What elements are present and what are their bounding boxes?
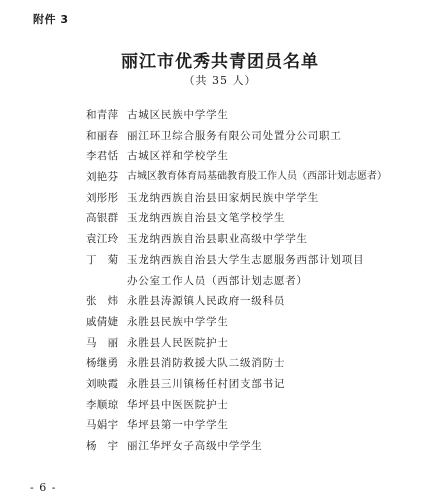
document-title: 丽江市优秀共青团员名单 <box>121 52 319 72</box>
page-number: - 6 - <box>30 481 57 494</box>
member-name: 马娟宇 <box>86 419 119 432</box>
member-unit: 华坪县中医医院护士 <box>127 398 229 411</box>
member-unit: 办公室工作人员（西部计划志愿者） <box>127 274 308 287</box>
member-name: 袁江玲 <box>86 233 119 246</box>
member-count: （共 35 人） <box>183 74 257 87</box>
member-row <box>86 105 426 126</box>
attachment-label: 附件 3 <box>33 13 69 26</box>
member-unit: 永胜县三川镇杨任村团支部书记 <box>127 377 286 390</box>
member-name <box>86 271 127 292</box>
member-name: 和青萍 <box>86 109 119 121</box>
member-unit: 古城区祥和学校学生 <box>127 150 229 163</box>
member-row <box>86 167 426 188</box>
member-row <box>86 229 426 250</box>
member-row <box>86 374 426 395</box>
member-unit: 永胜县涛源镇人民政府一级科员 <box>127 295 286 308</box>
member-unit: 玉龙纳西族自治县职业高级中学学生 <box>127 233 308 246</box>
member-unit: 玉龙纳西族自治县田家炳民族中学学生 <box>127 191 320 204</box>
member-name: 刘映霞 <box>86 377 119 390</box>
member-unit: 丽江环卫综合服务有限公司处置分公司职工 <box>127 129 342 142</box>
member-name: 刘艳芬 <box>86 171 119 184</box>
member-unit: 永胜县消防救援大队二级消防士 <box>127 357 286 370</box>
member-unit: 永胜县人民医院护士 <box>127 336 229 349</box>
member-name: 戚倩婕 <box>86 315 119 328</box>
member-unit: 华坪县第一中学学生 <box>127 419 229 432</box>
member-row-continuation <box>86 271 426 292</box>
member-name: 和丽春 <box>86 129 119 142</box>
member-name: 丁 菊 <box>86 253 119 266</box>
member-unit: 永胜县民族中学学生 <box>127 315 229 328</box>
member-row <box>86 333 426 354</box>
member-unit: 古城区民族中学学生 <box>127 109 229 121</box>
member-row <box>86 436 426 457</box>
member-row <box>86 312 426 333</box>
member-row <box>86 126 426 147</box>
member-name: 高银群 <box>86 212 119 225</box>
member-row <box>86 291 426 312</box>
member-row <box>86 208 426 229</box>
member-name: 杨继勇 <box>86 357 119 370</box>
member-unit: 丽江华坪女子高级中学学生 <box>127 440 263 452</box>
member-row <box>86 353 426 374</box>
member-name: 杨 宇 <box>86 440 119 452</box>
member-row <box>86 395 426 416</box>
member-unit: 玉龙纳西族自治县大学生志愿服务西部计划项目 <box>127 253 365 266</box>
member-name: 张 炜 <box>86 295 119 308</box>
member-unit: 古城区教育体育局基础教育股工作人员（西部计划志愿者） <box>127 171 387 183</box>
member-row <box>86 146 426 167</box>
member-unit: 玉龙纳西族自治县文笔学校学生 <box>127 212 286 225</box>
member-row <box>86 250 426 271</box>
member-name: 李君恬 <box>86 150 119 163</box>
member-row <box>86 188 426 209</box>
member-name: 李顺琼 <box>86 398 119 411</box>
member-name: 刘彤彤 <box>86 191 119 204</box>
member-list <box>86 105 426 457</box>
member-row <box>86 415 426 436</box>
member-name: 马 丽 <box>86 336 119 349</box>
